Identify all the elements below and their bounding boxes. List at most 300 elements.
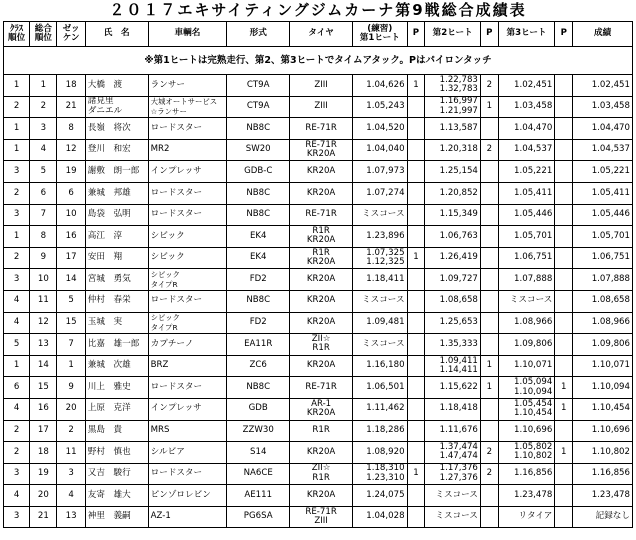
heat1-cell: 1.18,411 bbox=[353, 269, 408, 291]
heat2-cell: 1.13,587 bbox=[425, 118, 481, 140]
heat1-cell: ミスコース bbox=[353, 204, 408, 226]
penalty1-cell bbox=[407, 334, 425, 356]
model-cell: PG6SA bbox=[227, 506, 290, 528]
heat3-cell: 1.08,966 bbox=[498, 312, 555, 334]
penalty1-cell bbox=[407, 312, 425, 334]
heat1-cell: 1.04,626 bbox=[353, 75, 408, 97]
number-cell: 9 bbox=[57, 377, 85, 399]
number-cell: 20 bbox=[57, 398, 85, 420]
car-name-cell: ロードスター bbox=[148, 290, 227, 312]
heat2-cell: 1.20,852 bbox=[425, 182, 481, 204]
penalty2-cell: 2 bbox=[480, 75, 498, 97]
model-cell: CT9A bbox=[227, 96, 290, 118]
car-name-cell: シビック タイプR bbox=[148, 312, 227, 334]
penalty2-cell: 2 bbox=[480, 442, 498, 464]
overall-rank-cell: 16 bbox=[30, 398, 57, 420]
result-cell: 記録なし bbox=[573, 506, 633, 528]
car-name-cell: インプレッサ bbox=[148, 398, 227, 420]
heat3-cell: リタイア bbox=[498, 506, 555, 528]
model-cell: EK4 bbox=[227, 247, 290, 269]
model-cell: GDB-C bbox=[227, 161, 290, 183]
car-name-cell: ロードスター bbox=[148, 118, 227, 140]
number-cell: 11 bbox=[57, 442, 85, 464]
heat3-cell: 1.23,478 bbox=[498, 485, 555, 507]
heat3-cell: 1.03,458 bbox=[498, 96, 555, 118]
penalty2-cell bbox=[480, 485, 498, 507]
tire-cell: AR-1 KR20A bbox=[290, 398, 353, 420]
car-name-cell: カプチーノ bbox=[148, 334, 227, 356]
column-header: タイヤ bbox=[290, 22, 353, 47]
tire-cell: KR20A bbox=[290, 269, 353, 291]
number-cell: 12 bbox=[57, 139, 85, 161]
car-name-cell: ランサー bbox=[148, 75, 227, 97]
car-name-cell: MRS bbox=[148, 420, 227, 442]
result-cell: 1.04,470 bbox=[573, 118, 633, 140]
result-cell: 1.10,696 bbox=[573, 420, 633, 442]
heat3-cell: 1.05,221 bbox=[498, 161, 555, 183]
heat1-cell: 1.07,325 1.12,325 bbox=[353, 247, 408, 269]
driver-name-cell: 登川 和宏 bbox=[85, 139, 148, 161]
class-rank-cell: 4 bbox=[4, 290, 30, 312]
column-header: ｸﾗｽ 順位 bbox=[4, 22, 30, 47]
number-cell: 10 bbox=[57, 204, 85, 226]
heat1-cell: 1.11,462 bbox=[353, 398, 408, 420]
overall-rank-cell: 19 bbox=[30, 463, 57, 485]
class-rank-cell: 1 bbox=[4, 355, 30, 377]
tire-cell: KR20A bbox=[290, 290, 353, 312]
model-cell: FD2 bbox=[227, 269, 290, 291]
column-header: 車輌名 bbox=[148, 22, 227, 47]
model-cell: NB8C bbox=[227, 377, 290, 399]
penalty3-cell bbox=[555, 312, 573, 334]
overall-rank-cell: 5 bbox=[30, 161, 57, 183]
table-row bbox=[4, 161, 633, 183]
tire-cell: RE-71R ZIII bbox=[290, 506, 353, 528]
number-cell: 17 bbox=[57, 247, 85, 269]
results-table bbox=[3, 21, 633, 528]
class-rank-cell: 1 bbox=[4, 118, 30, 140]
column-header: P bbox=[555, 22, 573, 47]
tire-cell: ZIII bbox=[290, 96, 353, 118]
penalty2-cell bbox=[480, 161, 498, 183]
heat2-cell: 1.11,676 bbox=[425, 420, 481, 442]
column-header: 第2ヒート bbox=[425, 22, 481, 47]
penalty3-cell bbox=[555, 139, 573, 161]
number-cell: 2 bbox=[57, 420, 85, 442]
driver-name-cell: 島袋 弘明 bbox=[85, 204, 148, 226]
penalty2-cell bbox=[480, 204, 498, 226]
penalty1-cell bbox=[407, 377, 425, 399]
table-row bbox=[4, 398, 633, 420]
result-cell: 1.03,458 bbox=[573, 96, 633, 118]
heat2-cell: 1.06,763 bbox=[425, 226, 481, 248]
class-rank-cell: 1 bbox=[4, 75, 30, 97]
heat1-cell: 1.05,243 bbox=[353, 96, 408, 118]
table-row bbox=[4, 312, 633, 334]
tire-cell: RE-71R KR20A bbox=[290, 139, 353, 161]
heat1-cell: 1.04,520 bbox=[353, 118, 408, 140]
column-header: (練習) 第1ヒート bbox=[353, 22, 408, 47]
heat3-cell: 1.10,696 bbox=[498, 420, 555, 442]
overall-rank-cell: 11 bbox=[30, 290, 57, 312]
heat1-cell: ミスコース bbox=[353, 290, 408, 312]
penalty3-cell bbox=[555, 334, 573, 356]
number-cell: 8 bbox=[57, 118, 85, 140]
model-cell: NB8C bbox=[227, 290, 290, 312]
model-cell: NB8C bbox=[227, 118, 290, 140]
driver-name-cell: 神里 義嗣 bbox=[85, 506, 148, 528]
overall-rank-cell: 9 bbox=[30, 247, 57, 269]
penalty1-cell bbox=[407, 269, 425, 291]
heat1-cell: 1.16,180 bbox=[353, 355, 408, 377]
class-rank-cell: 3 bbox=[4, 161, 30, 183]
overall-rank-cell: 4 bbox=[30, 139, 57, 161]
car-name-cell: ロードスター bbox=[148, 377, 227, 399]
overall-rank-cell: 3 bbox=[30, 118, 57, 140]
column-header: ゼッ ケン bbox=[57, 22, 85, 47]
heat1-cell: 1.04,028 bbox=[353, 506, 408, 528]
tire-cell: ZIII bbox=[290, 75, 353, 97]
overall-rank-cell: 6 bbox=[30, 182, 57, 204]
penalty1-cell bbox=[407, 290, 425, 312]
number-cell: 3 bbox=[57, 463, 85, 485]
car-name-cell: シルビア bbox=[148, 442, 227, 464]
table-row bbox=[4, 485, 633, 507]
heat1-cell: 1.07,973 bbox=[353, 161, 408, 183]
penalty1-cell bbox=[407, 118, 425, 140]
model-cell: S14 bbox=[227, 442, 290, 464]
number-cell: 13 bbox=[57, 506, 85, 528]
car-name-cell: ピンゾロレビン bbox=[148, 485, 227, 507]
class-rank-cell: 3 bbox=[4, 506, 30, 528]
model-cell: SW20 bbox=[227, 139, 290, 161]
table-row bbox=[4, 463, 633, 485]
heat2-cell: 1.17,376 1.27,376 bbox=[425, 463, 481, 485]
penalty1-cell bbox=[407, 182, 425, 204]
overall-rank-cell: 20 bbox=[30, 485, 57, 507]
penalty2-cell bbox=[480, 398, 498, 420]
tire-cell: RE-71R bbox=[290, 377, 353, 399]
tire-cell: KR20A bbox=[290, 355, 353, 377]
number-cell: 15 bbox=[57, 312, 85, 334]
penalty3-cell: 1 bbox=[555, 398, 573, 420]
heat2-cell: 1.25,653 bbox=[425, 312, 481, 334]
heat2-cell: 1.35,333 bbox=[425, 334, 481, 356]
page-title: ２０１７エキサイティングジムカーナ第9戦総合成績表 bbox=[109, 1, 527, 19]
penalty1-cell: 1 bbox=[407, 247, 425, 269]
class-rank-cell: 4 bbox=[4, 485, 30, 507]
penalty1-cell bbox=[407, 420, 425, 442]
heat1-cell: 1.24,075 bbox=[353, 485, 408, 507]
tire-cell: ZII☆ R1R bbox=[290, 463, 353, 485]
heat3-cell: 1.07,888 bbox=[498, 269, 555, 291]
heat3-cell: 1.16,856 bbox=[498, 463, 555, 485]
car-name-cell: ロードスター bbox=[148, 182, 227, 204]
penalty2-cell: 2 bbox=[480, 463, 498, 485]
note-row bbox=[4, 47, 633, 75]
model-cell: NB8C bbox=[227, 204, 290, 226]
number-cell: 5 bbox=[57, 290, 85, 312]
number-cell: 7 bbox=[57, 334, 85, 356]
penalty1-cell bbox=[407, 204, 425, 226]
penalty1-cell: 1 bbox=[407, 463, 425, 485]
tire-cell: RE-71R bbox=[290, 118, 353, 140]
number-cell: 16 bbox=[57, 226, 85, 248]
heat1-cell: 1.09,481 bbox=[353, 312, 408, 334]
driver-name-cell: 川上 雅史 bbox=[85, 377, 148, 399]
table-row bbox=[4, 442, 633, 464]
model-cell: NA6CE bbox=[227, 463, 290, 485]
heat2-cell: 1.09,727 bbox=[425, 269, 481, 291]
driver-name-cell: 兼城 次雄 bbox=[85, 355, 148, 377]
overall-rank-cell: 12 bbox=[30, 312, 57, 334]
result-cell: 1.16,856 bbox=[573, 463, 633, 485]
result-cell: 1.23,478 bbox=[573, 485, 633, 507]
table-row bbox=[4, 420, 633, 442]
penalty1-cell bbox=[407, 398, 425, 420]
class-rank-cell: 1 bbox=[4, 226, 30, 248]
heat3-cell: 1.10,071 bbox=[498, 355, 555, 377]
note-text: ※第1ヒートは完熟走行、第2、第3ヒートでタイムアタック。Pはパイロンタッチ bbox=[4, 47, 633, 75]
driver-name-cell: 宮城 勇気 bbox=[85, 269, 148, 291]
heat2-cell: ミスコース bbox=[425, 485, 481, 507]
penalty2-cell bbox=[480, 182, 498, 204]
driver-name-cell: 黒島 貴 bbox=[85, 420, 148, 442]
heat3-cell: 1.05,411 bbox=[498, 182, 555, 204]
result-cell: 1.10,454 bbox=[573, 398, 633, 420]
heat3-cell: 1.06,751 bbox=[498, 247, 555, 269]
heat1-cell: 1.23,896 bbox=[353, 226, 408, 248]
overall-rank-cell: 7 bbox=[30, 204, 57, 226]
penalty1-cell bbox=[407, 506, 425, 528]
heat3-cell: 1.05,701 bbox=[498, 226, 555, 248]
penalty2-cell bbox=[480, 334, 498, 356]
heat3-cell: 1.05,446 bbox=[498, 204, 555, 226]
penalty2-cell bbox=[480, 118, 498, 140]
heat3-cell: 1.04,537 bbox=[498, 139, 555, 161]
penalty3-cell bbox=[555, 269, 573, 291]
tire-cell: KR20A bbox=[290, 442, 353, 464]
driver-name-cell: 仲村 春栄 bbox=[85, 290, 148, 312]
heat1-cell: ミスコース bbox=[353, 334, 408, 356]
result-cell: 1.05,221 bbox=[573, 161, 633, 183]
heat3-cell: 1.02,451 bbox=[498, 75, 555, 97]
result-cell: 1.08,966 bbox=[573, 312, 633, 334]
heat2-cell: 1.15,349 bbox=[425, 204, 481, 226]
penalty3-cell: 1 bbox=[555, 377, 573, 399]
table-row bbox=[4, 118, 633, 140]
tire-cell: RE-71R bbox=[290, 204, 353, 226]
result-cell: 1.04,537 bbox=[573, 139, 633, 161]
number-cell: 19 bbox=[57, 161, 85, 183]
tire-cell: KR20A bbox=[290, 485, 353, 507]
class-rank-cell: 6 bbox=[4, 377, 30, 399]
heat2-cell: 1.20,318 bbox=[425, 139, 481, 161]
penalty2-cell: 1 bbox=[480, 377, 498, 399]
tire-cell: R1R bbox=[290, 420, 353, 442]
car-name-cell: シビック タイプR bbox=[148, 269, 227, 291]
penalty3-cell: 1 bbox=[555, 442, 573, 464]
penalty2-cell bbox=[480, 247, 498, 269]
penalty3-cell bbox=[555, 226, 573, 248]
table-row bbox=[4, 75, 633, 97]
overall-rank-cell: 21 bbox=[30, 506, 57, 528]
penalty1-cell bbox=[407, 139, 425, 161]
penalty2-cell bbox=[480, 226, 498, 248]
overall-rank-cell: 18 bbox=[30, 442, 57, 464]
model-cell: ZZW30 bbox=[227, 420, 290, 442]
table-row bbox=[4, 139, 633, 161]
penalty3-cell bbox=[555, 420, 573, 442]
heat1-cell: 1.06,501 bbox=[353, 377, 408, 399]
penalty1-cell bbox=[407, 226, 425, 248]
model-cell: FD2 bbox=[227, 312, 290, 334]
overall-rank-cell: 8 bbox=[30, 226, 57, 248]
driver-name-cell: 諸見里 ダニエル bbox=[85, 96, 148, 118]
heat2-cell: 1.18,418 bbox=[425, 398, 481, 420]
penalty2-cell: 1 bbox=[480, 96, 498, 118]
table-row bbox=[4, 204, 633, 226]
overall-rank-cell: 13 bbox=[30, 334, 57, 356]
driver-name-cell: 兼城 邦雄 bbox=[85, 182, 148, 204]
driver-name-cell: 比嘉 雄一郎 bbox=[85, 334, 148, 356]
header-row bbox=[4, 22, 633, 47]
car-name-cell: AZ-1 bbox=[148, 506, 227, 528]
overall-rank-cell: 14 bbox=[30, 355, 57, 377]
heat2-cell: 1.26,419 bbox=[425, 247, 481, 269]
column-header: P bbox=[480, 22, 498, 47]
table-row bbox=[4, 290, 633, 312]
driver-name-cell: 野村 慎也 bbox=[85, 442, 148, 464]
column-header: 氏 名 bbox=[85, 22, 148, 47]
result-cell: 1.05,411 bbox=[573, 182, 633, 204]
table-row bbox=[4, 247, 633, 269]
heat3-cell: 1.05,454 1.10,454 bbox=[498, 398, 555, 420]
column-header: 第3ヒート bbox=[498, 22, 555, 47]
driver-name-cell: 長嶺 将次 bbox=[85, 118, 148, 140]
heat1-cell: 1.18,310 1.23,310 bbox=[353, 463, 408, 485]
table-row bbox=[4, 334, 633, 356]
car-name-cell: シビック bbox=[148, 226, 227, 248]
car-name-cell: インプレッサ bbox=[148, 161, 227, 183]
class-rank-cell: 4 bbox=[4, 398, 30, 420]
heat2-cell: 1.25,154 bbox=[425, 161, 481, 183]
penalty3-cell bbox=[555, 161, 573, 183]
penalty1-cell bbox=[407, 96, 425, 118]
car-name-cell: 大城オートサービス ☆ランサー bbox=[148, 96, 227, 118]
penalty2-cell bbox=[480, 420, 498, 442]
car-name-cell: ロードスター bbox=[148, 463, 227, 485]
heat1-cell: 1.08,920 bbox=[353, 442, 408, 464]
penalty2-cell bbox=[480, 290, 498, 312]
penalty1-cell bbox=[407, 485, 425, 507]
overall-rank-cell: 2 bbox=[30, 96, 57, 118]
penalty3-cell bbox=[555, 96, 573, 118]
heat3-cell: 1.05,094 1.10,094 bbox=[498, 377, 555, 399]
class-rank-cell: 2 bbox=[4, 420, 30, 442]
table-row bbox=[4, 226, 633, 248]
heat3-cell: 1.09,806 bbox=[498, 334, 555, 356]
driver-name-cell: 安田 翔 bbox=[85, 247, 148, 269]
number-cell: 21 bbox=[57, 96, 85, 118]
penalty3-cell bbox=[555, 506, 573, 528]
driver-name-cell: 友寄 雄大 bbox=[85, 485, 148, 507]
model-cell: AE111 bbox=[227, 485, 290, 507]
heat2-cell: 1.22,783 1.32,783 bbox=[425, 75, 481, 97]
penalty2-cell bbox=[480, 312, 498, 334]
heat2-cell: 1.09,411 1.14,411 bbox=[425, 355, 481, 377]
class-rank-cell: 5 bbox=[4, 334, 30, 356]
overall-rank-cell: 17 bbox=[30, 420, 57, 442]
tire-cell: KR20A bbox=[290, 312, 353, 334]
penalty3-cell bbox=[555, 204, 573, 226]
heat3-cell: 1.04,470 bbox=[498, 118, 555, 140]
number-cell: 6 bbox=[57, 182, 85, 204]
table-row bbox=[4, 182, 633, 204]
heat1-cell: 1.04,040 bbox=[353, 139, 408, 161]
class-rank-cell: 3 bbox=[4, 463, 30, 485]
class-rank-cell: 2 bbox=[4, 442, 30, 464]
penalty3-cell bbox=[555, 118, 573, 140]
result-cell: 1.02,451 bbox=[573, 75, 633, 97]
penalty3-cell bbox=[555, 485, 573, 507]
heat1-cell: 1.07,274 bbox=[353, 182, 408, 204]
model-cell: EA11R bbox=[227, 334, 290, 356]
model-cell: ZC6 bbox=[227, 355, 290, 377]
penalty3-cell bbox=[555, 75, 573, 97]
heat2-cell: ミスコース bbox=[425, 506, 481, 528]
overall-rank-cell: 15 bbox=[30, 377, 57, 399]
penalty1-cell bbox=[407, 355, 425, 377]
class-rank-cell: 1 bbox=[4, 139, 30, 161]
result-cell: 1.10,802 bbox=[573, 442, 633, 464]
class-rank-cell: 2 bbox=[4, 182, 30, 204]
penalty3-cell bbox=[555, 355, 573, 377]
heat2-cell: 1.08,658 bbox=[425, 290, 481, 312]
car-name-cell: シビック bbox=[148, 247, 227, 269]
number-cell: 18 bbox=[57, 75, 85, 97]
model-cell: GDB bbox=[227, 398, 290, 420]
penalty1-cell bbox=[407, 161, 425, 183]
heat1-cell: 1.18,286 bbox=[353, 420, 408, 442]
penalty3-cell bbox=[555, 182, 573, 204]
table-row bbox=[4, 96, 633, 118]
overall-rank-cell: 10 bbox=[30, 269, 57, 291]
penalty1-cell bbox=[407, 442, 425, 464]
penalty2-cell bbox=[480, 506, 498, 528]
heat2-cell: 1.16,997 1.21,997 bbox=[425, 96, 481, 118]
model-cell: EK4 bbox=[227, 226, 290, 248]
penalty2-cell bbox=[480, 269, 498, 291]
tire-cell: R1R KR20A bbox=[290, 247, 353, 269]
class-rank-cell: 3 bbox=[4, 269, 30, 291]
column-header: P bbox=[407, 22, 425, 47]
number-cell: 1 bbox=[57, 355, 85, 377]
driver-name-cell: 大橋 渡 bbox=[85, 75, 148, 97]
table-row bbox=[4, 355, 633, 377]
heat2-cell: 1.15,622 bbox=[425, 377, 481, 399]
driver-name-cell: 上原 克洋 bbox=[85, 398, 148, 420]
penalty3-cell bbox=[555, 463, 573, 485]
tire-cell: KR20A bbox=[290, 182, 353, 204]
result-cell: 1.09,806 bbox=[573, 334, 633, 356]
penalty2-cell: 1 bbox=[480, 355, 498, 377]
column-header: 成績 bbox=[573, 22, 633, 47]
result-cell: 1.10,071 bbox=[573, 355, 633, 377]
class-rank-cell: 2 bbox=[4, 247, 30, 269]
class-rank-cell: 4 bbox=[4, 312, 30, 334]
car-name-cell: MR2 bbox=[148, 139, 227, 161]
